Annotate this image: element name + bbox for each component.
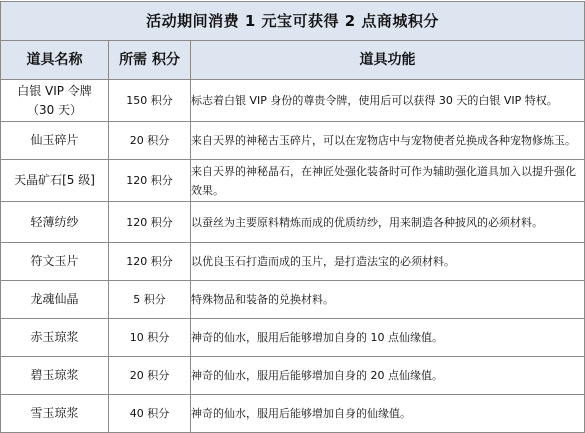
item-points-cell: 120 积分 (109, 202, 191, 243)
table-row (1, 122, 585, 160)
item-name: 白银 VIP 令牌 (17, 83, 92, 98)
item-name-cell (1, 319, 109, 357)
item-function-cell: 神奇的仙水，服用后能够增加自身的 20 点仙缘值。 (191, 357, 585, 395)
header-required-points-line1: 所需 (119, 52, 148, 68)
item-name-cell (1, 122, 109, 160)
item-function-cell: 标志着白银 VIP 身份的尊贵令牌，使用后可以获得 30 天的白银 VIP 特权。 (191, 80, 585, 122)
table-row (1, 80, 585, 122)
item-points-cell: 150 积分 (109, 80, 191, 122)
table-row (1, 160, 585, 202)
item-name: （30 天） (26, 102, 83, 117)
item-name-cell (1, 80, 109, 122)
item-points-cell: 40 积分 (109, 395, 191, 433)
item-name-cell (1, 160, 109, 202)
item-function-cell: 来自天界的神秘古玉碎片，可以在宠物店中与宠物使者兑换成各种宠物修炼玉。 (191, 122, 585, 160)
item-name: 雪玉琼浆 (30, 406, 79, 420)
item-function-cell: 特殊物品和装备的兑换材料。 (191, 281, 585, 319)
item-function-cell: 来自天界的神秘晶石，在神匠处强化装备时可作为辅助强化道具加入以提升强化效果。 (191, 160, 585, 202)
table-row (1, 243, 585, 281)
header-item-function: 道具功能 (191, 41, 585, 80)
table-row (1, 202, 585, 243)
item-points-cell: 120 积分 (109, 160, 191, 202)
header-item-name: 道具名称 (1, 41, 109, 80)
item-function-cell: 神奇的仙水，服用后能够增加自身的仙缘值。 (191, 395, 585, 433)
item-name-cell (1, 357, 109, 395)
item-name: 仙玉碎片 (30, 133, 79, 147)
table-row (1, 395, 585, 433)
item-function-cell: 神奇的仙水，服用后能够增加自身的 10 点仙缘值。 (191, 319, 585, 357)
item-points-cell: 120 积分 (109, 243, 191, 281)
item-name-cell (1, 202, 109, 243)
item-name: 符文玉片 (30, 254, 79, 268)
item-name: 天晶矿石[5 级] (14, 173, 95, 187)
table-row (1, 281, 585, 319)
item-points-cell: 20 积分 (109, 122, 191, 160)
item-name-cell (1, 243, 109, 281)
table-row (1, 357, 585, 395)
table-row (1, 319, 585, 357)
item-name: 碧玉琼浆 (30, 368, 79, 382)
item-name: 轻薄纺纱 (30, 214, 79, 229)
table-body (1, 80, 585, 433)
item-name-cell (1, 395, 109, 433)
item-function-cell: 以优良玉石打造而成的玉片，是打造法宝的必须材料。 (191, 243, 585, 281)
item-points-cell: 20 积分 (109, 357, 191, 395)
item-points-cell: 10 积分 (109, 319, 191, 357)
table-header-row (1, 41, 585, 80)
item-points-cell: 5 积分 (109, 281, 191, 319)
item-name: 赤玉琼浆 (30, 330, 79, 344)
table-title-row (1, 2, 585, 41)
points-item-table (0, 1, 585, 433)
item-function-cell: 以蚕丝为主要原料精炼而成的优质纺纱，用来制造各种披风的必须材料。 (191, 202, 585, 243)
table-title: 活动期间消费 1 元宝可获得 2 点商城积分 (1, 2, 585, 41)
item-name-cell (1, 281, 109, 319)
item-name: 龙魂仙晶 (30, 292, 79, 306)
header-required-points-line2: 积分 (151, 52, 180, 68)
header-required-points (109, 41, 191, 80)
